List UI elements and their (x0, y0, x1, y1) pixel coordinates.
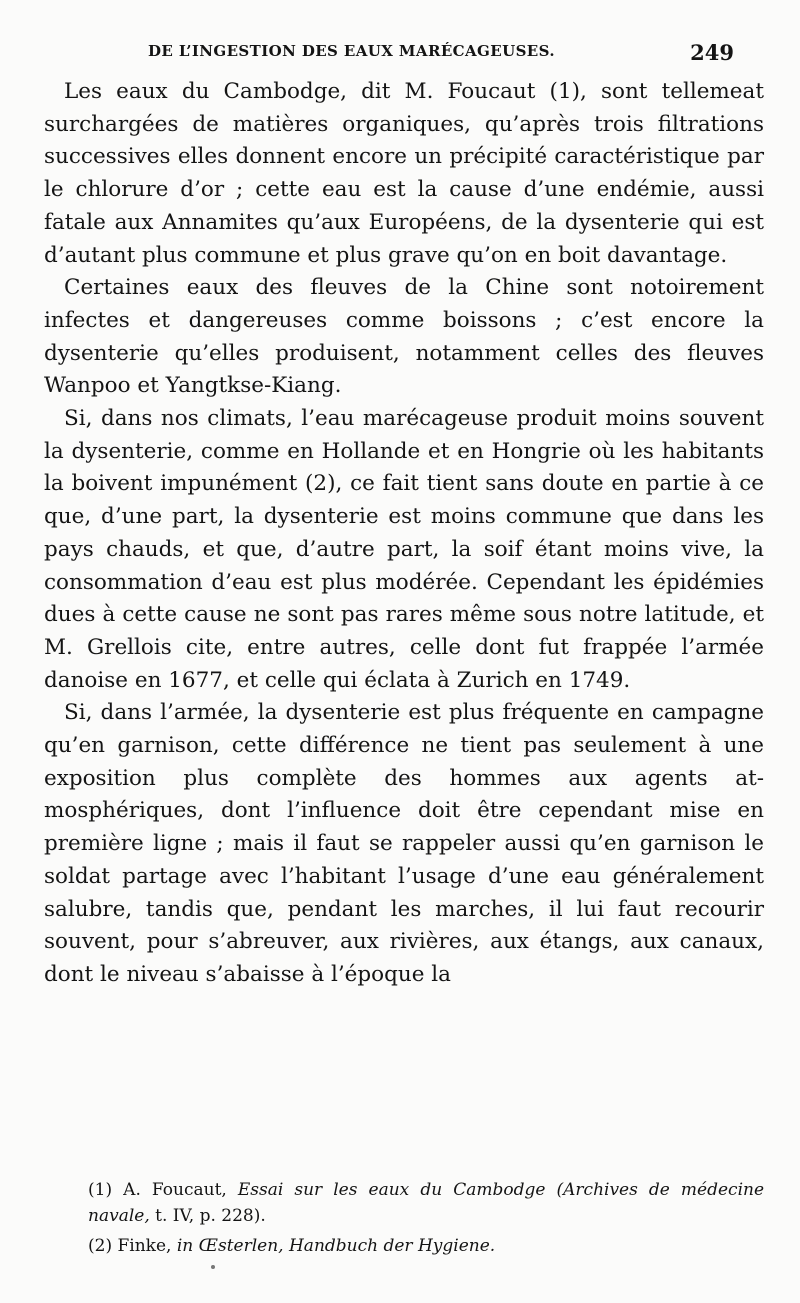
footnote-2-in: in Œsterlen, (176, 1236, 284, 1256)
footnote-1-title: Essai sur les eaux du Cambodge (237, 1180, 546, 1200)
paragraph-armee: Si, dans l’armée, la dysenterie est plus fréquente en campagne qu’en garnison, cette différence ne tient pas seulement à une exposition plus complète des hommes aux agents atmosphériques, dont l’influence doit être cependant mise en première ligne ; mais il faut se rappeler aussi qu’en garnison le soldat partage avec l’habitant l’usage d’une eau généralement salubre, tandis que, pendant les marches, il lui faut recourir souvent, pour s’abreuver, aux rivières, aux étangs, aux canaux, dont le niveau s’abaisse à l’époque la (44, 700, 764, 987)
paragraph-climats: Si, dans nos climats, l’eau marécageuse produit moins souvent la dysenterie, comme en Hollande et en Hongrie où les habitants la boivent impunément (2), ce fait tient sans doute en partie à ce que, d’une part, la dysenterie est moins commune que dans les pays chauds, et que, d’autre part, la soif étant moins vive, la consommation d’eau est plus modérée. Cependant les épidémies dues à cette cause ne sont pas rares même sous notre latitude, et M. Grellois cite, entre autres, celle dont fut frappée l’armée danoise en 1677, et celle qui éclata à Zurich en 1749. (44, 406, 764, 693)
paragraph-cambodge: Les eaux du Cambodge, dit M. Foucaut (1), sont tellemeat surchargées de matières organiques, qu’après trois filtrations successives elles donnent encore un précipité caractéristique par le chlorure d’or ; cette eau est la cause d’une endémie, aussi fatale aux Annamites qu’aux Européens, de la dysenterie qui est d’autant plus commune et plus grave qu’on en boit davantage. (44, 79, 764, 268)
print-speck (211, 1265, 215, 1269)
footnote-1-marker: (1) (88, 1180, 113, 1200)
footnote-1-source: (Archives de médecine navale, (88, 1180, 765, 1226)
footnote-2-title: Handbuch der Hygiene. (288, 1236, 496, 1256)
paragraph-chine: Certaines eaux des fleuves de la Chine sont notoirement infectes et dangereuses comme boissons ; c’est encore la dysenterie qu’elles produisent, notamment celles des fleuves Wanpoo et Yangtkse-Kiang. (44, 275, 764, 399)
page-number: 249 (690, 40, 734, 65)
footnote-2-author: Finke, (117, 1236, 172, 1256)
running-title: DE L’INGESTION DES EAUX MARÉCAGEUSES. (148, 42, 555, 60)
footnote-1 (88, 1177, 764, 1229)
footnote-2-marker: (2) (88, 1236, 113, 1256)
footnote-1-ref: t. IV, p. 228). (155, 1206, 266, 1226)
footnote-2 (88, 1233, 764, 1259)
page-header (148, 40, 740, 70)
footnotes (88, 1177, 764, 1259)
body-text (44, 76, 764, 992)
footnote-1-author: A. Foucaut, (123, 1180, 227, 1200)
